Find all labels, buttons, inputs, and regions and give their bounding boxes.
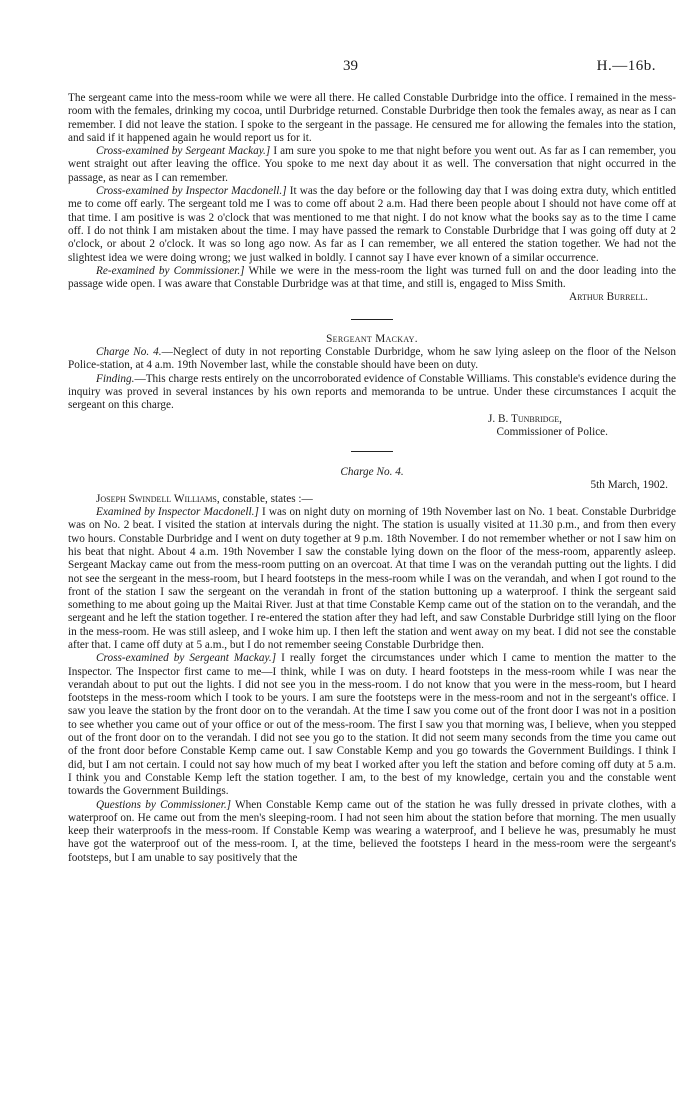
paragraph-text: It was the day before or the following day that I was doing extra duty, which entitled me to come off early. The sergeant told me I was to come off about 2 a.m. Had there been people about I should not have come off at that time. I am positive is was 2 o'clock that was mentioned to me that night. I do not know what the books say as to the time I came off. I do not think I am mistaken about the time. I may have passed the remark to Constable Durbridge that I was going off duty at 2 o'clock, or about 2 o'clock. It was so long ago now. As far as I can remember, we all entered the station together. We had not the slightest idea we were doing wrong; we just walked in boldly. I cannot say I have ever known of a similar occurrence. (68, 185, 676, 264)
paragraph-text: While we were in the mess-room the light was turned full on and the door leading into the passage wide open. I was aware that Constable Durbridge was at that time, and still is, engaged to Miss Smith. (68, 264, 676, 291)
paragraph-text: When Constable Kemp came out of the station he was fully dressed in private clothes, with a waterproof on. He came out from the men's sleeping-room. I had not seen him about the station before that morning. The men usually keep their waterproofs in the mess-room. If Constable Kemp was wearing a waterproof, and I believe he was, presumably he must have got the waterproof out of the mess-room. I, at the time, believed the footsteps I heard in the mess-room were the sergeant's footsteps, but I am unable to say positively that the (68, 798, 676, 864)
finding-paragraph (68, 373, 676, 413)
document-body (68, 92, 676, 865)
examination-label: Re-examined by Commissioner.] (96, 264, 245, 277)
charge-label: Charge No. 4. (96, 346, 162, 359)
witness-intro-text: constable, states :— (219, 492, 313, 505)
paragraph (68, 145, 676, 185)
examination-label: Examined by Inspector Macdonell.] (96, 506, 259, 519)
charge-paragraph (68, 346, 676, 373)
signer-name: J. B. Tunbridge, (488, 412, 562, 425)
paragraph (68, 506, 676, 652)
witness-signature: Arthur Burrell. (569, 291, 648, 304)
section-heading: Sergeant Mackay. (326, 332, 418, 345)
paragraph-text: I really forget the circumstances under which I came to mention the matter to the Inspector. The Inspector first came to me—I think, while I was on duty. I heard footsteps in the mess-room while I was near the verandah about to put out the lights. I did not see you in the mess-room. I do not know that you were in the mess-room, but I heard footsteps in the mess-room which I took to be yours. I am sure the footsteps were in the mess-room and not in the sergeant's office. I saw you leave the station by the front door on to the verandah. At the time I saw you come out of the front door I was not in a position to see whether you came out of your office or out of the mess-room. The first I saw you that morning was, I believe, when you stepped out of the front door on to the verandah. I did not see you go to the station. It did not seem many seconds from the time you came out of the front door before Constable Kemp came out. I saw Constable Kemp and you go towards the Government Buildings. I think I did, but I am not certain. I could not say how much of my beat I worked after you left the station and before coming off duty at 5 a.m. I think you and Constable Kemp left the station together. I am, to the best of my knowledge, certain you and the constable went towards the Government Buildings. (68, 652, 676, 798)
paragraph (68, 652, 676, 798)
paragraph-text: I am sure you spoke to me that night before you went out. As far as I can remember, you went straight out after leaving the office. You spoke to me next day about it as well. The conversation that night occurred in the passage, as near as I can remember. (68, 145, 676, 184)
section-divider (351, 319, 393, 320)
document-reference: H.—16b. (596, 58, 656, 74)
page-number: 39 (343, 58, 358, 74)
examination-label: Questions by Commissioner.] (96, 798, 232, 811)
paragraph (68, 799, 676, 865)
examination-label: Cross-examined by Sergeant Mackay.] (96, 652, 277, 665)
page-header (0, 58, 700, 80)
examination-label: Cross-examined by Inspector Macdonell.] (96, 185, 287, 198)
finding-label: Finding. (96, 372, 135, 385)
paragraph (68, 265, 676, 292)
date-line: 5th March, 1902. (590, 479, 668, 492)
finding-text: —This charge rests entirely on the uncorroborated evidence of Constable Williams. This constable's evidence during the inquiry was proved in several instances by his own reports and memoranda to be untrue. Under these circumstances I acquit the sergeant on this charge. (68, 372, 676, 412)
paragraph-text: I was on night duty on morning of 19th November last on No. 1 beat. Constable Durbridge was on No. 2 beat. I visited the station at intervals during the night. The station is usually visited at 11.30 p.m., and from then every two hours. Constable Durbridge and I went on duty together at 9 p.m. 18th November. I do not remember whether or not I saw him on his beat that night. About 4 a.m. 19th November I saw the constable lying down on the floor of the mess-room, apparently asleep. Sergeant Mackay came out from the mess-room putting on an overcoat. At that time I was on the verandah putting out the lights. I did not see the sergeant in the mess-room, but I heard footsteps in the mess-room while I was on the verandah, and when I got round to the front of the station I saw the sergeant on the verandah in front of the station buttoning up a waterproof. I think the sergeant said something to me about going up the Maitai River. Just at that time Constable Kemp came out of the station on to the verandah, and the sergeant and he left the station together. I re-entered the station after they had left, and saw Constable Durbridge still lying on the floor in the mess-room. He was still asleep, and I woke him up. I then left the station and went away on my beat. I did not see the constable after that. I came off duty at 5 a.m., but I do not remember seeing Constable Durbridge then. (68, 506, 676, 651)
examination-label: Cross-examined by Sergeant Mackay.] (96, 145, 271, 158)
section-divider (351, 451, 393, 452)
paragraph: The sergeant came into the mess-room while we were all there. He called Constable Durbridge into the office. I remained in the mess-room with the females, drinking my cocoa, until Durbridge returned. Constable Durbridge then took the females away, as near as I can remember. I did not leave the station. I spoke to the sergeant in the passage. He censured me for allowing the females into the station, and said if it happened again he would report us for it. (68, 92, 676, 144)
signer-role: Commissioner of Police. (496, 425, 608, 438)
paragraph (68, 185, 676, 265)
charge-text: —Neglect of duty in not reporting Constable Durbridge, whom he saw lying asleep on the floor of the Nelson Police-station, at 4 a.m. 19th November last, while the constable should have been on duty. (68, 346, 676, 372)
witness-intro (68, 493, 676, 506)
witness-name: Joseph Swindell Williams, (96, 492, 220, 505)
charge-heading: Charge No. 4. (340, 466, 404, 479)
